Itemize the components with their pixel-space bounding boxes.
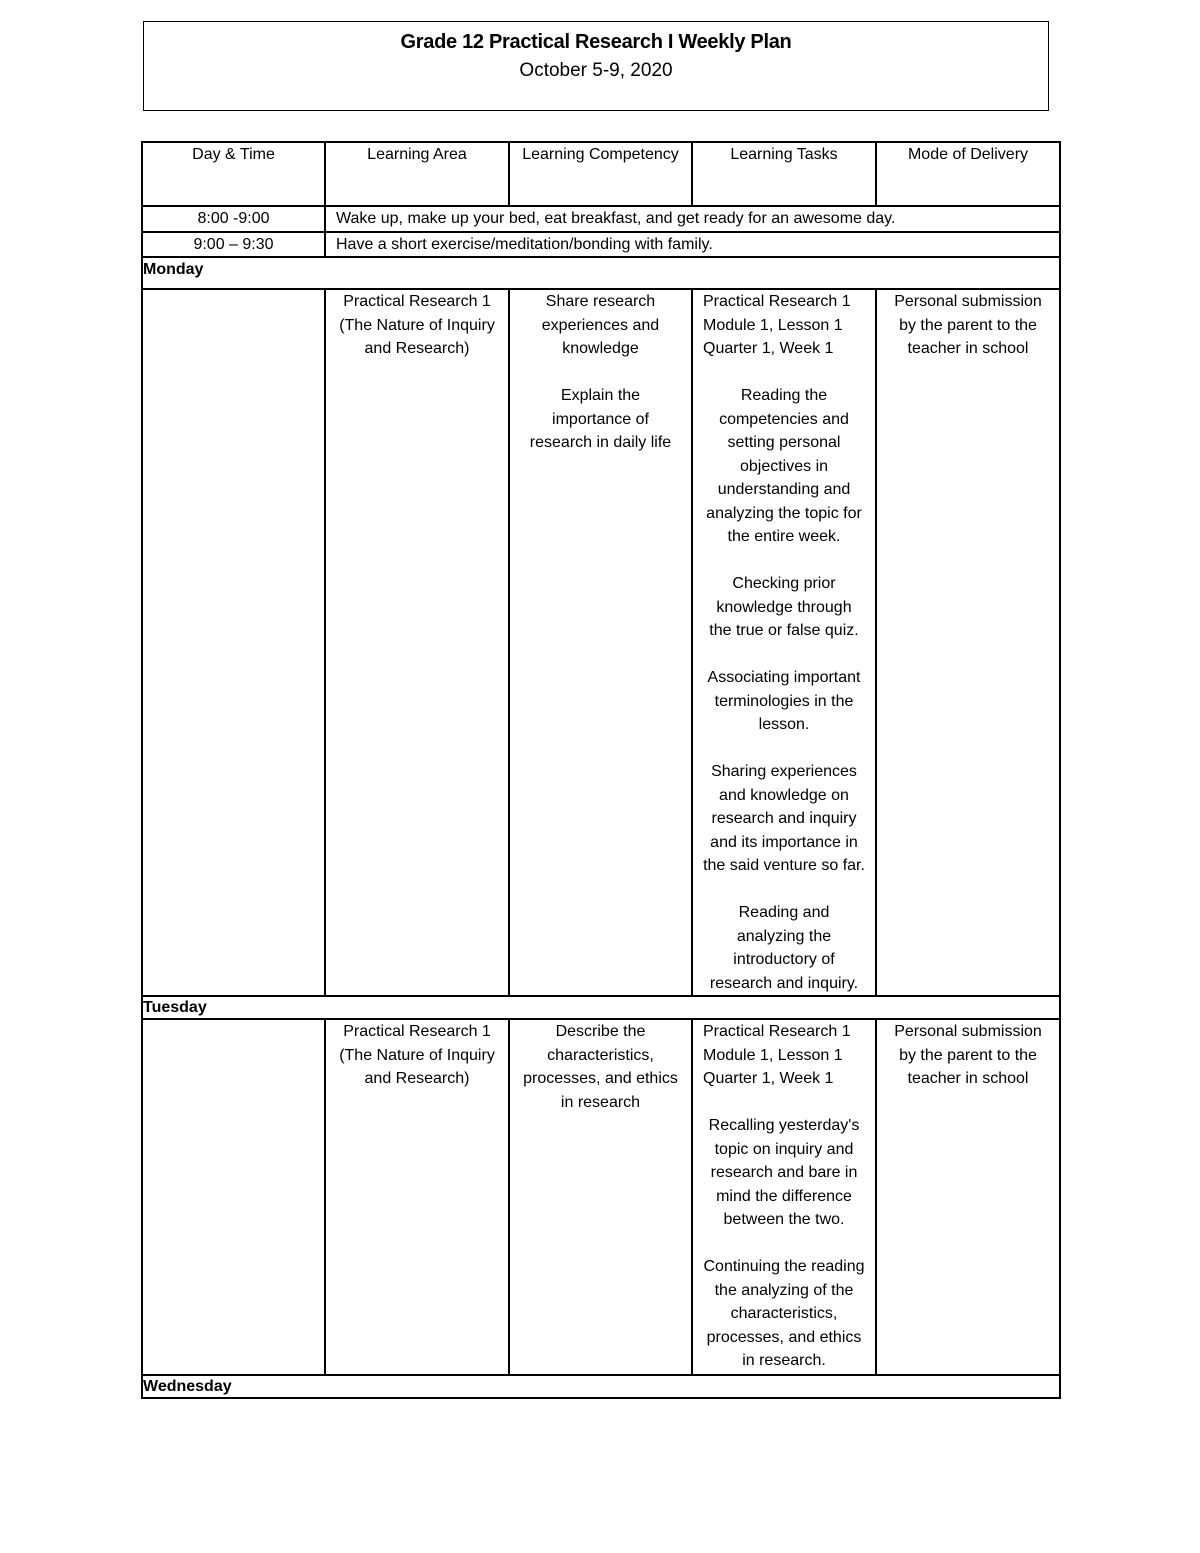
line-gap [693,643,875,667]
text-line: and its importance in [710,833,858,851]
text-line: between the two. [723,1211,845,1228]
col-header-learning-tasks: Learning Tasks [692,142,876,206]
col-header-mode-of-delivery: Mode of Delivery [876,142,1060,206]
col-header-day-time: Day & Time [142,142,325,206]
day-time-cell [142,1019,325,1375]
text-line: characteristics, [730,1305,838,1322]
schedule-row [142,232,1060,258]
text-line: by the parent to the [899,1046,1037,1064]
text-line: and knowledge on [719,786,849,804]
table-header-row [142,142,1060,206]
text-line: importance of [552,410,649,428]
text-line: objectives in [739,457,829,475]
text-line: Reading and [738,904,830,921]
text-line: Personal submission [894,293,1042,310]
text-line: competencies and [719,410,849,428]
text-line: Checking prior [732,575,836,592]
text-line: in research [560,1093,641,1111]
learning-tasks-list [693,361,875,996]
text-line: the entire week. [727,528,841,545]
text-line: in research. [742,1352,826,1369]
text-line: Practical Research 1 [703,293,851,310]
text-line: Practical Research 1 [703,1023,851,1040]
text-line: research and bare in [710,1164,858,1181]
line-gap [693,361,875,385]
learning-tasks-cell [692,1019,876,1375]
text-line: lesson. [758,716,810,733]
text-line: Module 1, Lesson 1 [703,316,843,334]
text-line: Quarter 1, Week 1 [703,340,834,357]
text-line: setting personal [727,434,841,451]
text-line: understanding and [717,481,851,498]
text-line: research and inquiry. [709,974,859,992]
text-line: the analyzing of the [714,1281,854,1299]
col-header-learning-competency: Learning Competency [509,142,692,206]
text-line: the said venture so far. [703,857,865,874]
learning-tasks-cell [692,289,876,996]
line-gap [693,549,875,573]
text-line: analyzing the topic for [706,504,862,522]
mode-of-delivery-cell [876,1019,1060,1375]
schedule-activity: Have a short exercise/meditation/bonding with family. [325,232,1060,258]
weekly-plan-table [141,141,1061,1399]
schedule-time: 9:00 – 9:30 [142,232,325,258]
day-row-tuesday [142,996,1060,1019]
schedule-row [142,206,1060,232]
text-line: analyzing the [736,927,832,945]
learning-tasks-head [693,290,875,361]
line-gap [693,1091,875,1115]
text-line: processes, and ethics [523,1070,678,1087]
text-line: by the parent to the [899,316,1037,334]
text-line: Recalling yesterday's [708,1117,860,1134]
text-line: Describe the [555,1023,646,1040]
text-line: characteristics, [547,1046,654,1064]
text-line: (The Nature of Inquiry [339,1046,495,1064]
text-line: Practical Research 1 [343,293,491,310]
day-label-tuesday: Tuesday [142,996,1060,1019]
text-line: processes, and ethics [706,1328,862,1346]
learning-competency-cell [509,289,692,996]
text-line: teacher in school [907,1070,1029,1087]
text-line: terminologies in the [714,692,854,710]
text-line: Explain the [560,387,641,404]
day-label-monday: Monday [142,257,1060,289]
learning-tasks-list [693,1091,875,1373]
learning-tasks-head [693,1020,875,1091]
text-line: experiences and [541,316,660,334]
text-line: research and inquiry [711,810,857,827]
text-line: introductory of [733,951,835,968]
text-line: (The Nature of Inquiry [339,316,495,334]
text-line: knowledge [562,340,639,357]
text-line: research in daily life [529,434,672,451]
mode-of-delivery-cell [876,289,1060,996]
text-line: the true or false quiz. [709,622,859,639]
day-label-wednesday: Wednesday [142,1375,1060,1398]
learning-area-cell [325,289,509,996]
text-line: mind the difference [716,1187,852,1205]
text-line: Quarter 1, Week 1 [703,1070,834,1087]
text-line: Personal submission [894,1023,1042,1040]
line-gap [693,1232,875,1256]
text-line: Sharing experiences [711,763,857,780]
col-header-learning-area: Learning Area [325,142,509,206]
text-line: teacher in school [907,340,1029,357]
text-line: Share research [545,293,656,310]
text-line: topic on inquiry and [714,1140,854,1158]
text-line: Reading the [740,387,828,404]
text-line: Module 1, Lesson 1 [703,1046,843,1064]
day-content-monday [142,289,1060,996]
day-time-cell [142,289,325,996]
line-gap [693,737,875,761]
text-line: and Research) [364,1070,470,1087]
header-box [143,21,1049,111]
learning-competency-cell [509,1019,692,1375]
line-gap [693,878,875,902]
page-title: Grade 12 Practical Research I Weekly Plan [400,31,792,53]
text-line: Continuing the reading [703,1258,865,1275]
line-gap [510,361,691,385]
page-date: October 5-9, 2020 [519,60,673,81]
learning-area-cell [325,1019,509,1375]
day-content-tuesday [142,1019,1060,1375]
text-line: knowledge through [716,598,852,616]
text-line: and Research) [364,340,470,357]
day-row-monday [142,257,1060,289]
text-line: Associating important [707,669,861,686]
schedule-activity: Wake up, make up your bed, eat breakfast, and get ready for an awesome day. [325,206,1060,232]
day-row-wednesday [142,1375,1060,1398]
text-line: Practical Research 1 [343,1023,491,1040]
schedule-time: 8:00 -9:00 [142,206,325,232]
